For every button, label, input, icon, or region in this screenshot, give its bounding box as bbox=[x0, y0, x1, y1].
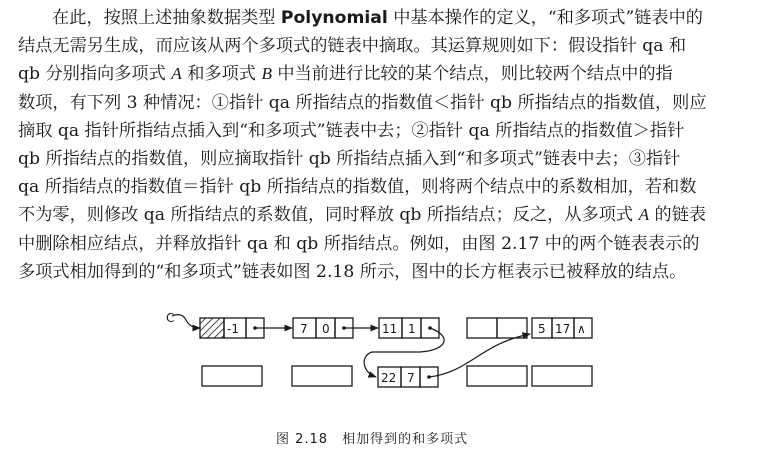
node-coef: 5 bbox=[538, 322, 546, 336]
node-exp: -1 bbox=[227, 322, 239, 336]
paragraph-line: 多项式相加得到的“和多项式”链表如图 2.18 所示，图中的长方框表示已被释放的结点。 bbox=[18, 261, 687, 282]
freed-node bbox=[532, 366, 592, 386]
caption-title: 相加得到的和多项式 bbox=[342, 432, 469, 447]
paragraph-line: qb 所指结点的指数值，则应摘取指针 qb 所指结点插入到“和多项式”链表中去；③指针 bbox=[18, 149, 681, 170]
freed-node bbox=[467, 318, 527, 338]
freed-node bbox=[467, 366, 527, 386]
freed-node bbox=[202, 366, 262, 386]
caption-number: 图 2.18 bbox=[276, 432, 329, 447]
freed-node bbox=[292, 366, 352, 386]
paragraph-line: 结点无需另生成，而应该从两个多项式的链表中摘取。其运算规则如下：假设指针 qa 和 bbox=[18, 36, 687, 57]
paragraph-line: qa 所指结点的指数值＝指针 qb 所指结点的指数值，则将两个结点中的系数相加，若和数 bbox=[18, 177, 697, 198]
paragraph-line: 不为零，则修改 qa 所指结点的系数值，同时释放 qb 所指结点；反之，从多项式 A 的链表 bbox=[18, 205, 707, 226]
node-exp: 17 bbox=[555, 322, 571, 336]
paragraph-line: 在此，按照上述抽象数据类型 Polynomial 中基本操作的定义，“和多项式”链表中的 bbox=[52, 8, 703, 28]
head-pointer-arrow bbox=[172, 315, 200, 328]
node-coef: 7 bbox=[300, 322, 308, 336]
paragraph-line: 摘取 qa 指针所指结点插入到“和多项式”链表中去；②指针 qa 所指结点的指数值＞指针 bbox=[18, 120, 685, 141]
link-arrow bbox=[364, 328, 444, 377]
list-node bbox=[532, 318, 592, 338]
figure-caption bbox=[276, 428, 468, 447]
null-link: ∧ bbox=[577, 322, 586, 336]
node-exp: 7 bbox=[407, 371, 415, 385]
paragraph-line: 中删除相应结点，并释放指针 qa 和 qb 所指结点。例如，由图 2.17 中的两个链表表示的 bbox=[18, 233, 700, 254]
head-pointer-label: C bbox=[166, 311, 175, 325]
node-exp: 1 bbox=[408, 322, 416, 336]
node-coef: 11 bbox=[382, 322, 398, 336]
head-node bbox=[200, 318, 264, 338]
paragraph-line: 数项，有下列 3 种情况：①指针 qa 所指结点的指数值＜指针 qb 所指结点的指数值，则应 bbox=[18, 92, 707, 113]
paragraph-line: qb 分别指向多项式 A 和多项式 B 中当前进行比较的某个结点，则比较两个结点中的指 bbox=[18, 64, 673, 85]
node-exp: 0 bbox=[322, 322, 330, 336]
node-coef: 22 bbox=[381, 371, 397, 385]
